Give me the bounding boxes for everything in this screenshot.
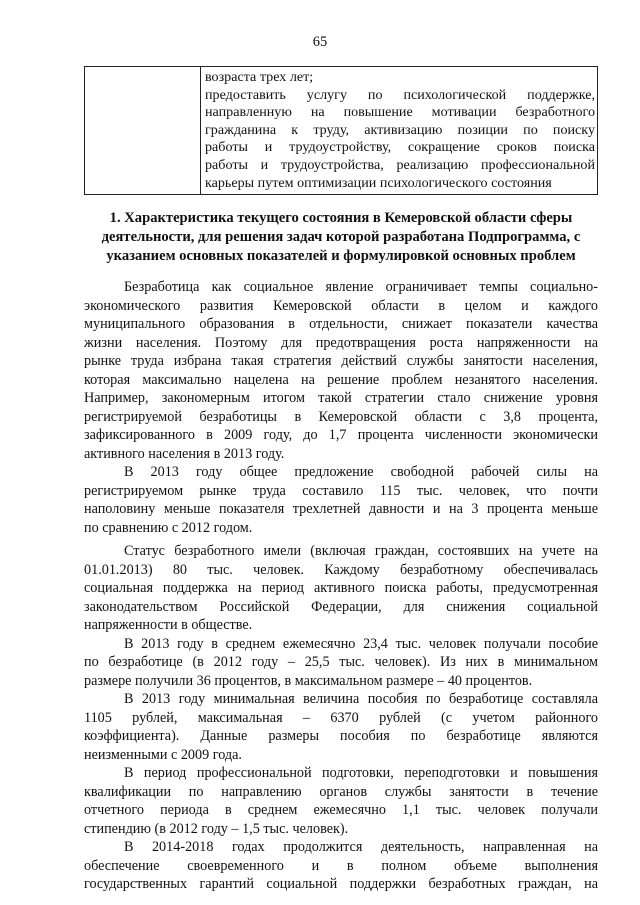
paragraph-line: В 2013 году в среднем ежемесячно 23,4 тыс. человек получали пособие (124, 635, 598, 652)
table-text-line: работы и трудоустройству, сокращение сроков поиска (205, 139, 595, 156)
heading-line: деятельности, для решения задач которой разработана Подпрограмма, с (101, 229, 581, 245)
paragraph-line: которая максимально нацелена на решение проблем незанятого населения. (84, 371, 598, 388)
paragraph-line: 1105 рублей, максимальная – 6370 рублей (с учетом районного (84, 709, 598, 726)
table-text-line: работы и трудоустройства, реализацию профессиональной (205, 156, 595, 173)
paragraph (84, 764, 598, 838)
paragraph (84, 463, 598, 537)
paragraph-line: регистрируемой безработицы в Кемеровской области с 3,8 процента, (84, 408, 598, 425)
paragraph-line: Безработица как социальное явление ограничивает темпы социально- (124, 279, 598, 295)
paragraph (84, 635, 598, 691)
paragraph-line: зафиксированного в 2009 году, до 1,7 процента численности экономически (84, 427, 598, 443)
paragraph-line: неизменными с 2009 года. (84, 746, 242, 763)
paragraph-line: Статус безработного имели (включая граждан, состоявших на учете на (124, 543, 598, 559)
paragraph-line: социальная поддержка на период активного поиска работы, предусмотренная (84, 580, 598, 596)
paragraph-line: обеспечение своевременного и в полном объеме выполнения (84, 857, 598, 874)
heading-line: указанием основных показателей и формулировкой основных проблем (106, 248, 576, 264)
paragraph-line: жизни населения. Поэтому для предотвращения роста напряженности на (84, 334, 598, 351)
table-cell-left (85, 67, 201, 195)
paragraph-line: стипендию (в 2012 году – 1,5 тыс. человек). (84, 820, 349, 837)
paragraph-line: В 2013 году минимальная величина пособия по безработице составляла (124, 691, 598, 707)
paragraph (84, 690, 598, 764)
table-row (85, 67, 598, 195)
paragraph-line: по сравнению с 2012 годом. (84, 519, 253, 536)
paragraph-line: 01.01.2013) 80 тыс. человек. Каждому безработному обеспечивалась (84, 561, 598, 578)
section-heading (84, 209, 598, 266)
paragraph-line: муниципального образования в отдельности, снижает показатели качества (84, 316, 598, 332)
paragraph-line: размере получили 36 процентов, в максимальном размере – 40 процентов. (84, 672, 533, 689)
table-text-line: направленную на повышение мотивации безработного (205, 104, 595, 121)
paragraph-line: Например, закономерным итогом такой стратегии стало снижение уровня (84, 390, 598, 406)
paragraph-line: В 2013 году общее предложение свободной рабочей силы на (124, 464, 598, 480)
paragraph (84, 278, 598, 463)
paragraph-line: государственных гарантий социальной поддержки безработных граждан, на (84, 876, 598, 892)
table-text-line: карьеры путем оптимизации психологического состояния (205, 174, 552, 191)
paragraph-line: В 2014-2018 годах продолжится деятельность, направленная на (124, 839, 598, 855)
page-number: 65 (312, 34, 328, 50)
paragraph-line: законодательством Российской Федерации, для снижения социальной (84, 598, 598, 615)
paragraph-line: регистрируемом рынке труда составило 115 тыс. человек, что почти (84, 482, 598, 499)
paragraph-line: экономического развития Кемеровской области в целом и каждого (84, 297, 598, 314)
body-text (84, 278, 598, 894)
paragraph-line: по безработице (в 2012 году – 25,5 тыс. человек). Из них в минимальном (84, 654, 598, 670)
paragraph-line: рынке труда избрана такая стратегия действий службы занятости населения, (84, 353, 598, 369)
paragraph-line: активного населения в 2013 году. (84, 445, 285, 462)
table-text-line: возраста трех лет; (205, 69, 314, 85)
heading-line: 1. Характеристика текущего состояния в Кемеровской области сферы (109, 210, 573, 226)
program-table (84, 66, 598, 195)
paragraph-line: коэффициента). Данные размеры пособия по безработице являются (84, 728, 598, 744)
paragraph (84, 838, 598, 894)
paragraph-line: наполовину меньше показателя трехлетней давности и на 3 процента меньше (84, 501, 598, 517)
table-cell-right (201, 67, 598, 195)
paragraph-line: отчетного периода в среднем ежемесячно 1,1 тыс. человек получали (84, 802, 598, 818)
paragraph-line: квалификации по направлению органов службы занятости в течение (84, 783, 598, 800)
paragraph (84, 542, 598, 635)
paragraph-line: напряженности в обществе. (84, 617, 253, 633)
table-text-line: предоставить услугу по психологической поддержке, (205, 86, 595, 103)
paragraph-line: В период профессиональной подготовки, переподготовки и повышения (124, 765, 598, 781)
table-text-line: гражданина к труду, активизацию позиции по поиску (205, 121, 595, 138)
